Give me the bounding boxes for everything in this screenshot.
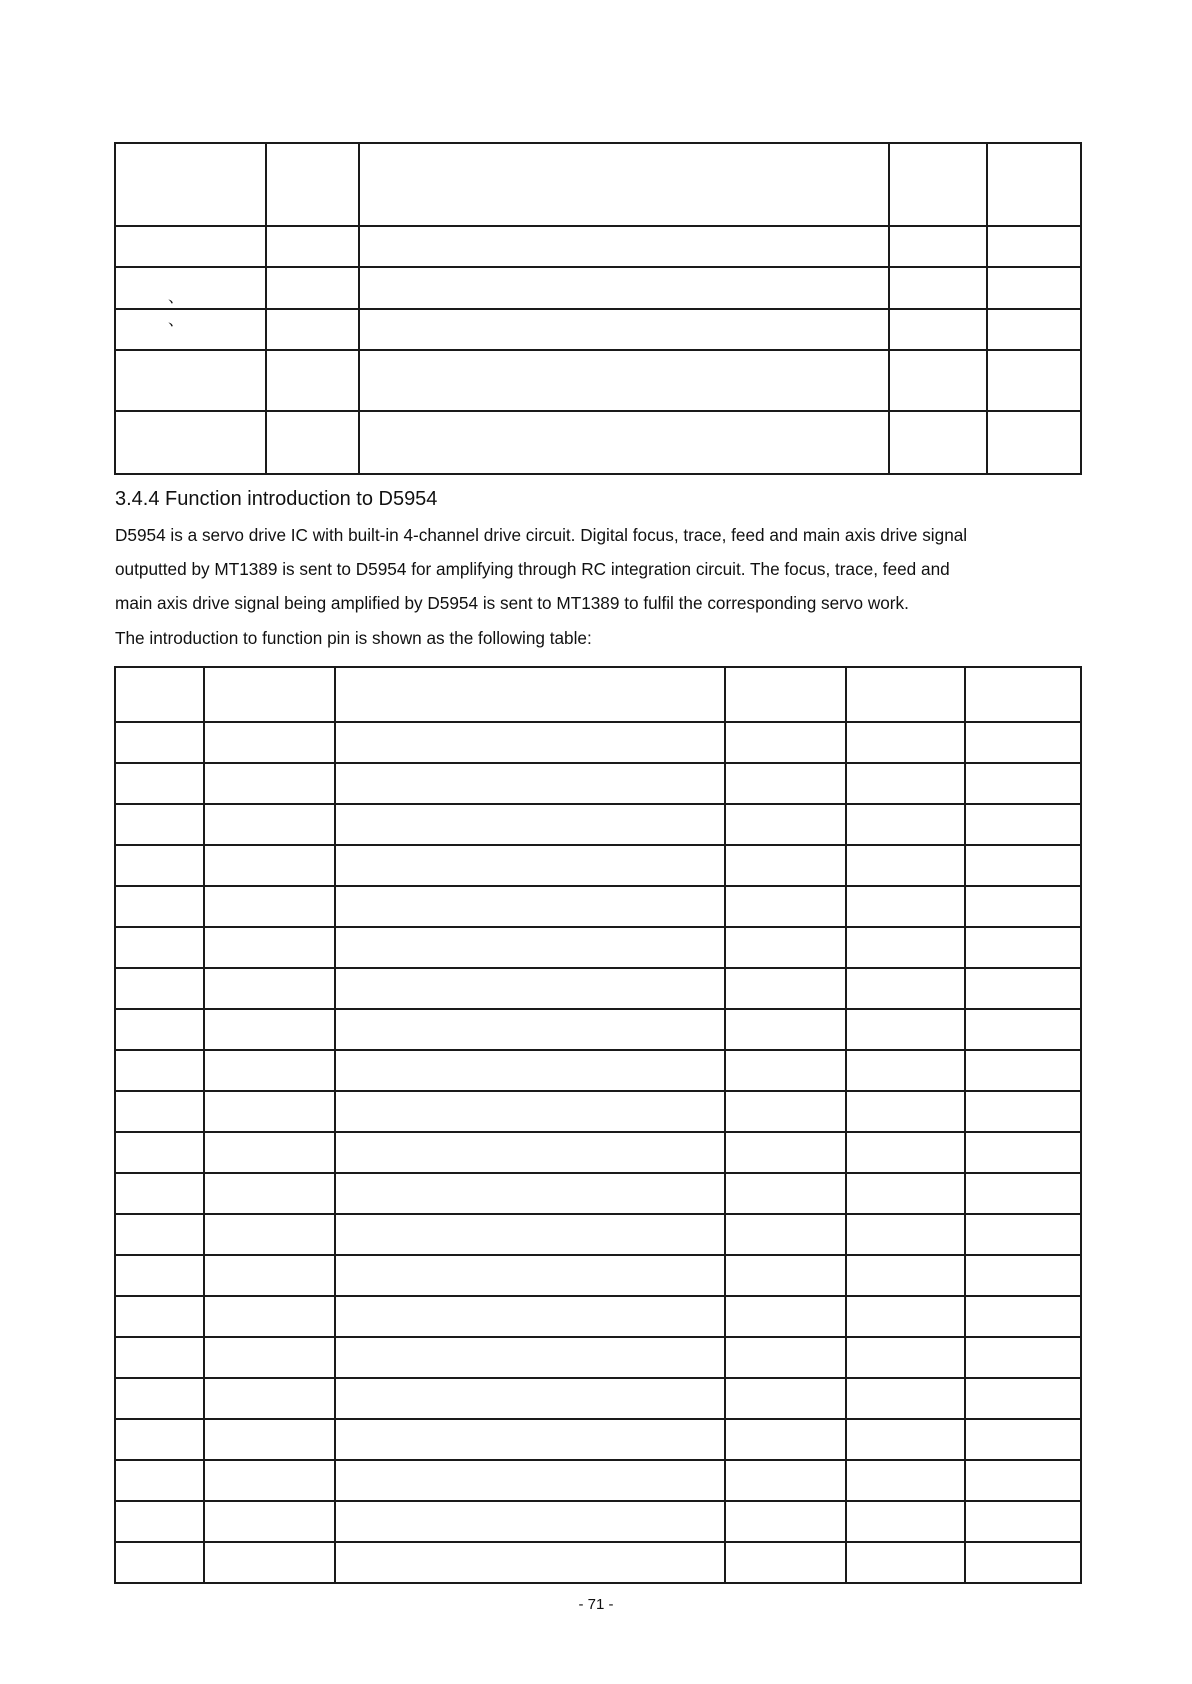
table-cell: [965, 763, 1081, 804]
table-cell: [204, 927, 335, 968]
table-cell: [725, 804, 846, 845]
table-cell: [335, 927, 725, 968]
table-row: [115, 350, 1081, 411]
table-cell: [335, 845, 725, 886]
table-cell: [725, 1091, 846, 1132]
table-row: [115, 1173, 1081, 1214]
table-row: [115, 1296, 1081, 1337]
table-cell: [846, 1255, 965, 1296]
table-cell: [115, 1214, 204, 1255]
table-cell: [204, 968, 335, 1009]
table-cell: [204, 763, 335, 804]
table-cell: [725, 1009, 846, 1050]
table-cell: [335, 1337, 725, 1378]
table-cell: [115, 1542, 204, 1583]
table-cell: [846, 1460, 965, 1501]
table-cell: [725, 763, 846, 804]
table-cell: [335, 1419, 725, 1460]
table-cell: [846, 1214, 965, 1255]
table-cell: [965, 1296, 1081, 1337]
table-cell: [204, 722, 335, 763]
table-cell: [846, 1378, 965, 1419]
table-row: [115, 226, 1081, 267]
table-cell: [335, 1091, 725, 1132]
table-cell: [115, 1091, 204, 1132]
table-cell: [846, 1091, 965, 1132]
table-cell: [115, 1419, 204, 1460]
paragraph-line: The introduction to function pin is shown as the following table:: [115, 628, 592, 648]
table-cell: [335, 722, 725, 763]
table-cell: [965, 968, 1081, 1009]
table-cell: [115, 1132, 204, 1173]
table-cell: [725, 1132, 846, 1173]
table-cell: [725, 1542, 846, 1583]
table-row: [115, 927, 1081, 968]
table-cell: [204, 886, 335, 927]
table-cell: [965, 1501, 1081, 1542]
table-cell: [846, 927, 965, 968]
table-cell: [335, 1050, 725, 1091]
table-cell: [846, 1296, 965, 1337]
table-cell: [725, 1501, 846, 1542]
table-cell: [846, 1009, 965, 1050]
table-cell: [965, 845, 1081, 886]
table-cell: [204, 804, 335, 845]
table-cell: [846, 1050, 965, 1091]
table-cell: [965, 927, 1081, 968]
table-cell: [725, 1255, 846, 1296]
table-cell: [965, 886, 1081, 927]
paragraph-line: main axis drive signal being amplified by D5954 is sent to MT1389 to fulfil the corresponding servo work.: [115, 593, 909, 613]
table-cell: [335, 1132, 725, 1173]
table-row: [115, 267, 1081, 309]
table-cell: [204, 1255, 335, 1296]
table-cell: [725, 1460, 846, 1501]
table-cell: [115, 763, 204, 804]
table-cell: [846, 1542, 965, 1583]
table-cell: [965, 1378, 1081, 1419]
table-cell: [335, 1460, 725, 1501]
table-cell: [115, 1050, 204, 1091]
table-cell: [204, 1419, 335, 1460]
table-cell: [115, 1378, 204, 1419]
table-row: [115, 411, 1081, 474]
table-cell: [846, 1173, 965, 1214]
table-cell: [725, 968, 846, 1009]
table-row: [115, 1091, 1081, 1132]
table-cell: [846, 845, 965, 886]
table-cell: [115, 804, 204, 845]
paragraph-line: D5954 is a servo drive IC with built-in 4-channel drive circuit. Digital focus, trace, feed and main axis drive signal: [115, 525, 968, 545]
table-cell: [204, 1460, 335, 1501]
table-cell: [204, 1542, 335, 1583]
table-cell: [846, 1132, 965, 1173]
table-cell: [965, 1419, 1081, 1460]
table-cell: [115, 1460, 204, 1501]
table-cell: [725, 1296, 846, 1337]
table-row: [115, 804, 1081, 845]
table-row: [115, 1132, 1081, 1173]
table-cell-marks: 、 、: [168, 289, 211, 329]
table-cell: [965, 1173, 1081, 1214]
table-header-row: [115, 667, 1081, 722]
table-cell: [115, 1501, 204, 1542]
table-row: [115, 1214, 1081, 1255]
top-table: [114, 142, 1082, 475]
table-row: [115, 1050, 1081, 1091]
table-cell: [725, 1173, 846, 1214]
table-cell: [725, 1378, 846, 1419]
table-cell: [204, 1009, 335, 1050]
table-row: [115, 1460, 1081, 1501]
table-cell: [846, 1501, 965, 1542]
table-cell: [725, 1419, 846, 1460]
table-row: [115, 886, 1081, 927]
table-cell: [115, 1255, 204, 1296]
table-row: [115, 1501, 1081, 1542]
table-cell: [846, 886, 965, 927]
table-cell: [115, 1173, 204, 1214]
table-row: [115, 143, 1081, 226]
table-cell: [204, 1378, 335, 1419]
table-cell: [335, 1501, 725, 1542]
table-cell: [335, 968, 725, 1009]
table-cell: [846, 804, 965, 845]
table-cell: [115, 968, 204, 1009]
table-cell: [335, 1296, 725, 1337]
table-row: [115, 1419, 1081, 1460]
table-cell: [335, 1173, 725, 1214]
table-cell: [335, 667, 725, 722]
table-cell: [115, 1009, 204, 1050]
table-cell: [204, 1091, 335, 1132]
table-cell: [846, 722, 965, 763]
table-cell: [965, 1091, 1081, 1132]
table-cell: [965, 722, 1081, 763]
table-cell: [204, 1501, 335, 1542]
page-number: - 71 -: [578, 1596, 614, 1613]
table-cell: [204, 1132, 335, 1173]
table-cell: [335, 886, 725, 927]
table-cell: [965, 1337, 1081, 1378]
table-cell: [335, 1255, 725, 1296]
table-cell: [965, 1009, 1081, 1050]
table-cell: [965, 1132, 1081, 1173]
table-cell: [335, 1214, 725, 1255]
table-cell: [115, 722, 204, 763]
table-cell: [204, 1050, 335, 1091]
table-row: [115, 1337, 1081, 1378]
table-row: [115, 763, 1081, 804]
table-cell: [846, 1337, 965, 1378]
table-cell: [965, 1542, 1081, 1583]
table-cell: [725, 886, 846, 927]
table-cell: [335, 763, 725, 804]
table-cell: [725, 927, 846, 968]
table-cell: [725, 667, 846, 722]
table-cell: [725, 1214, 846, 1255]
table-cell: [965, 1050, 1081, 1091]
table-cell: [846, 1419, 965, 1460]
section-heading: 3.4.4 Function introduction to D5954: [115, 488, 438, 510]
table-cell: [115, 845, 204, 886]
table-cell: [965, 804, 1081, 845]
paragraph-line: outputted by MT1389 is sent to D5954 for amplifying through RC integration circuit. The focus, trace, feed and: [115, 559, 950, 579]
table-cell: [846, 763, 965, 804]
table-cell: [335, 1378, 725, 1419]
table-cell: [204, 1214, 335, 1255]
table-cell: [846, 968, 965, 1009]
table-row: [115, 1542, 1081, 1583]
table-row: [115, 845, 1081, 886]
table-cell: [204, 1173, 335, 1214]
table-cell: [725, 845, 846, 886]
table-cell: [965, 1255, 1081, 1296]
table-cell: [335, 1009, 725, 1050]
table-cell: [115, 1296, 204, 1337]
table-row: [115, 1378, 1081, 1419]
table-cell: [965, 1214, 1081, 1255]
table-cell: [204, 1337, 335, 1378]
table-cell: [725, 722, 846, 763]
table-cell: [204, 845, 335, 886]
table-row: [115, 1009, 1081, 1050]
table-row: [115, 968, 1081, 1009]
table-row: [115, 1255, 1081, 1296]
table-row: [115, 309, 1081, 350]
table-cell: [846, 667, 965, 722]
table-cell: [204, 1296, 335, 1337]
table-cell: [115, 927, 204, 968]
pin-table-body: [115, 667, 1081, 1583]
table-row: [115, 722, 1081, 763]
table-cell: [335, 804, 725, 845]
table-cell: [725, 1337, 846, 1378]
table-cell: [115, 1337, 204, 1378]
table-cell: [204, 667, 335, 722]
table-cell: [725, 1050, 846, 1091]
table-cell: [115, 667, 204, 722]
table-cell: [335, 1542, 725, 1583]
table-cell: [115, 886, 204, 927]
pin-function-table: [114, 666, 1082, 1584]
table-cell: [965, 667, 1081, 722]
table-cell: [965, 1460, 1081, 1501]
